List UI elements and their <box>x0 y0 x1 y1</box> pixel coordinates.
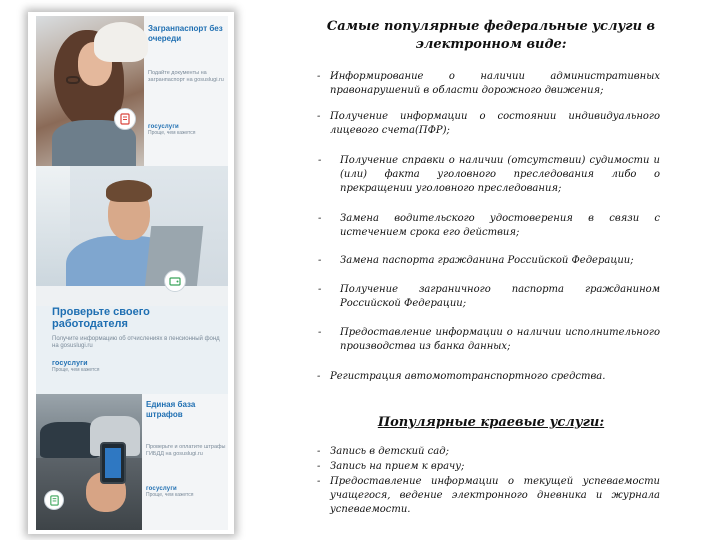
phone-shape <box>100 442 126 484</box>
list-dash: - <box>318 155 322 166</box>
list-dash: - <box>317 371 321 382</box>
federal-service-item <box>318 254 660 268</box>
federal-service-item <box>317 370 660 384</box>
panel2-tagline: Проще, чем кажется <box>52 367 100 373</box>
federal-service-text: Регистрация автомототранспортного средства. <box>330 371 606 382</box>
list-dash: - <box>318 327 322 338</box>
woman-photo <box>36 16 144 166</box>
sunglasses-shape <box>66 76 80 84</box>
wallet-icon <box>164 270 186 292</box>
desk-shape <box>36 286 228 306</box>
window-shape <box>36 166 70 306</box>
regional-service-item <box>317 445 660 459</box>
cars-photo <box>36 394 142 530</box>
regional-service-item <box>317 475 660 517</box>
federal-service-text: Замена водительского удостоверения в связи с истечением срока его действия; <box>340 213 660 238</box>
brand-logo-text: госуслуги <box>148 124 179 130</box>
phone-screen-shape <box>105 448 121 478</box>
panel1-text <box>148 24 224 136</box>
poster-panel-employer <box>36 166 228 394</box>
federal-service-item <box>318 154 660 196</box>
panel1-title: Загранпаспорт без очереди <box>148 24 223 43</box>
federal-service-item <box>318 326 660 354</box>
list-dash: - <box>318 213 322 224</box>
panel2-brand <box>52 360 224 367</box>
gosuslugi-poster <box>28 12 234 534</box>
list-dash: - <box>318 284 322 295</box>
list-dash: - <box>317 461 321 472</box>
passport-icon <box>114 108 136 130</box>
list-dash: - <box>317 111 321 122</box>
panel2-title: Проверьте своего работодателя <box>52 306 150 330</box>
panel2-desc: Получите информацию об отчислениях в пенсионный фонд на gosuslugi.ru <box>52 336 220 349</box>
poster-panel-passport <box>36 16 228 166</box>
poster-panel-fines <box>36 394 228 530</box>
document-icon <box>44 490 64 510</box>
federal-service-text: Замена паспорта гражданина Российской Федерации; <box>340 255 634 266</box>
woman-hat-shape <box>94 22 148 62</box>
federal-service-item <box>317 70 660 98</box>
list-dash: - <box>318 255 322 266</box>
panel3-text <box>146 400 226 498</box>
federal-service-item <box>317 110 660 138</box>
regional-service-text: Предоставление информации о текущей успеваемости учащегося, ведение электронного дневника и журнала успеваемости. <box>330 476 660 515</box>
regional-services-heading: Популярные краевые услуги: <box>377 415 605 430</box>
federal-service-item <box>318 283 660 311</box>
panel3-desc: Проверьте и оплатите штрафы ГИБДД на gosuslugi.ru <box>146 444 226 457</box>
panel2-text <box>52 306 224 373</box>
man-photo <box>36 166 228 306</box>
panel3-tagline: Проще, чем кажется <box>146 492 194 498</box>
federal-service-text: Получение заграничного паспорта гражданином Российской Федерации; <box>340 284 660 309</box>
list-dash: - <box>317 446 321 457</box>
federal-service-text: Предоставление информации о наличии исполнительного производства из банка данных; <box>340 327 660 352</box>
federal-service-item <box>318 212 660 240</box>
list-dash: - <box>317 476 321 487</box>
poster-inner <box>36 16 228 530</box>
man-hair-shape <box>106 180 152 202</box>
federal-service-text: Получение информации о состоянии индивидуального лицевого счета(ПФР); <box>330 111 660 136</box>
panel3-title: Единая база штрафов <box>146 400 196 419</box>
brand-logo-text: госуслуги <box>52 360 88 367</box>
federal-service-text: Получение справки о наличии (отсутствии) судимости и (или) факта уголовного преследования либо о прекращении уголовного преследования; <box>340 155 660 194</box>
panel1-tagline: Проще, чем кажется <box>148 130 196 136</box>
regional-service-text: Запись в детский сад; <box>330 446 449 457</box>
panel1-desc: Подайте документы на загранпаспорт на gosuslugi.ru <box>148 70 224 83</box>
federal-services-heading: Самые популярные федеральные услуги в электронном виде: <box>326 19 656 52</box>
brand-logo-text: госуслуги <box>146 486 177 492</box>
list-dash: - <box>317 71 321 82</box>
federal-service-text: Информирование о наличии административных правонарушений в области дорожного движения; <box>330 71 660 96</box>
regional-service-text: Запись на прием к врачу; <box>330 461 465 472</box>
regional-service-item <box>317 460 660 474</box>
